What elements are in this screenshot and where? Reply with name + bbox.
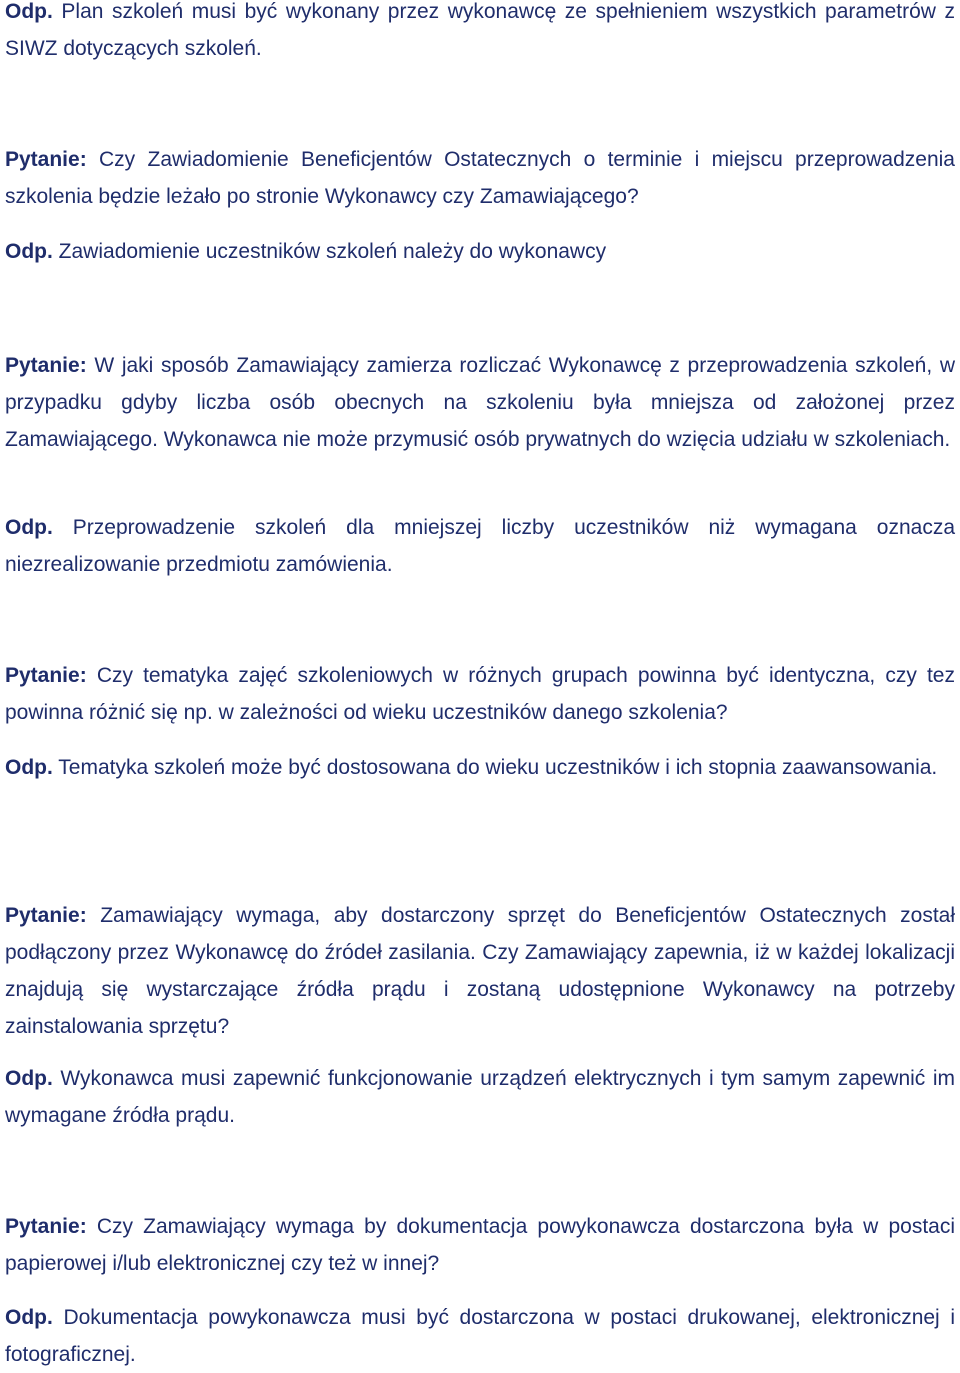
question-text: Czy tematyka zajęć szkoleniowych w różnych grupach powinna być identyczna, czy tez powinna różnić się np. w zależności od wieku uczestników danego szkolenia? <box>5 664 955 724</box>
answer-label: Odp. <box>5 0 53 23</box>
answer-label: Odp. <box>5 1306 53 1329</box>
answer-text: Przeprowadzenie szkoleń dla mniejszej liczby uczestników niż wymagana oznacza niezrealizowanie przedmiotu zamówienia. <box>5 516 955 576</box>
question-label: Pytanie: <box>5 904 87 927</box>
question-text: Czy Zamawiający wymaga by dokumentacja powykonawcza dostarczona była w postaci papierowej i/lub elektronicznej czy też w innej? <box>5 1215 955 1275</box>
question-label: Pytanie: <box>5 664 87 687</box>
answer-label: Odp. <box>5 240 53 263</box>
question-label: Pytanie: <box>5 1215 87 1238</box>
answer-text: Wykonawca musi zapewnić funkcjonowanie urządzeń elektrycznych i tym samym zapewnić im wymagane źródła prądu. <box>5 1067 955 1127</box>
answer-paragraph <box>5 749 955 786</box>
answer-paragraph <box>5 0 955 67</box>
answer-text: Tematyka szkoleń może być dostosowana do wieku uczestników i ich stopnia zaawansowania. <box>58 756 938 779</box>
answer-label: Odp. <box>5 756 53 779</box>
answer-paragraph <box>5 1060 955 1134</box>
question-paragraph <box>5 347 955 458</box>
question-paragraph <box>5 897 955 1045</box>
answer-text: Dokumentacja powykonawcza musi być dostarczona w postaci drukowanej, elektronicznej i fotograficznej. <box>5 1306 956 1366</box>
answer-text: Plan szkoleń musi być wykonany przez wykonawcę ze spełnieniem wszystkich parametrów z SIWZ dotyczących szkoleń. <box>5 0 955 60</box>
question-text: W jaki sposób Zamawiający zamierza rozliczać Wykonawcę z przeprowadzenia szkoleń, w przypadku gdyby liczba osób obecnych na szkoleniu była mniejsza od założonej przez Zamawiającego. Wykonawca nie może przymusić osób prywatnych do wzięcia udziału w szkoleniach. <box>5 354 955 451</box>
answer-label: Odp. <box>5 516 53 539</box>
question-label: Pytanie: <box>5 148 87 171</box>
question-text: Czy Zawiadomienie Beneficjentów Ostatecznych o terminie i miejscu przeprowadzenia szkolenia będzie leżało po stronie Wykonawcy czy Zamawiającego? <box>5 148 955 208</box>
answer-text: Zawiadomienie uczestników szkoleń należy do wykonawcy <box>58 240 607 263</box>
answer-paragraph <box>5 509 955 583</box>
question-paragraph <box>5 657 955 731</box>
answer-label: Odp. <box>5 1067 53 1090</box>
question-paragraph <box>5 1208 955 1282</box>
question-label: Pytanie: <box>5 354 87 377</box>
answer-paragraph <box>5 233 955 270</box>
question-text: Zamawiający wymaga, aby dostarczony sprzęt do Beneficjentów Ostatecznych został podłączony przez Wykonawcę do źródeł zasilania. Czy Zamawiający zapewnia, iż w każdej lokalizacji znajdują się wystarczające źródła prądu i zostaną udostępnione Wykonawcy na potrzeby zainstalowania sprzętu? <box>5 904 955 1038</box>
answer-paragraph <box>5 1299 955 1373</box>
question-paragraph <box>5 141 955 215</box>
